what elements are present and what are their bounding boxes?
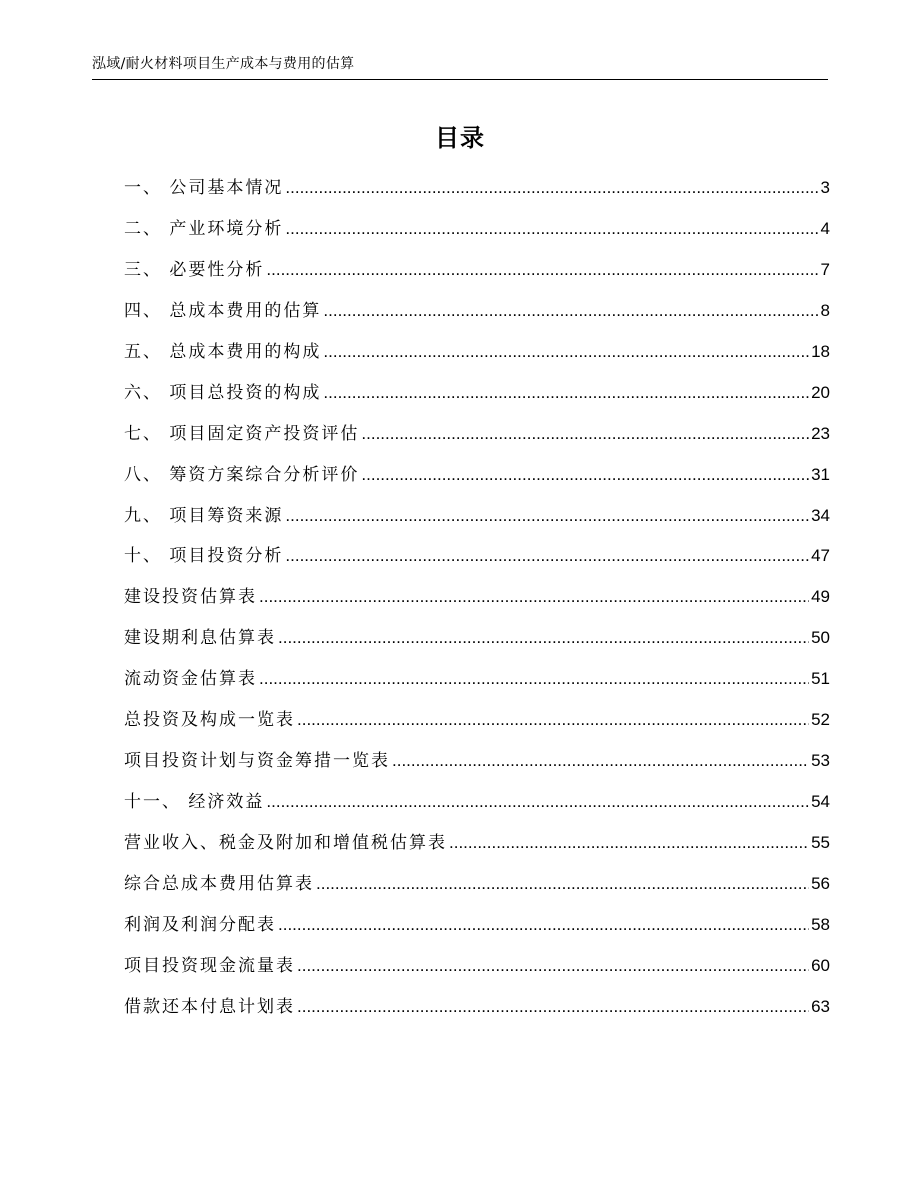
toc-entry-label: 九、 项目筹资来源 (124, 505, 284, 526)
table-of-contents (124, 173, 830, 1033)
toc-entry-label: 建设投资估算表 (124, 587, 257, 608)
toc-entry-page: 18 (811, 341, 830, 361)
toc-entry-page: 23 (811, 423, 830, 443)
toc-leader-dots (285, 546, 809, 566)
toc-entry-page: 60 (811, 955, 830, 975)
toc-leader-dots (361, 465, 809, 485)
toc-entry-label: 十一、 经济效益 (124, 792, 265, 813)
toc-entry-label: 三、 必要性分析 (124, 259, 265, 280)
toc-entry[interactable] (124, 337, 830, 378)
toc-entry[interactable] (124, 951, 830, 992)
toc-entry-page: 3 (820, 178, 830, 197)
toc-leader-dots (278, 915, 809, 935)
toc-leader-dots (266, 260, 818, 280)
toc-entry[interactable] (124, 173, 830, 214)
toc-entry-page: 31 (811, 464, 830, 484)
toc-entry[interactable] (124, 541, 830, 582)
toc-entry-label: 五、 总成本费用的构成 (124, 341, 322, 362)
toc-leader-dots (278, 628, 809, 648)
toc-entry-label: 六、 项目总投资的构成 (124, 382, 322, 403)
toc-leader-dots (316, 874, 809, 894)
toc-entry-page: 54 (811, 792, 830, 812)
toc-leader-dots (297, 710, 809, 730)
toc-entry-label: 七、 项目固定资产投资评估 (124, 423, 360, 444)
toc-entry-label: 利润及利润分配表 (124, 914, 276, 935)
toc-entry-page: 56 (811, 873, 830, 893)
toc-leader-dots (266, 792, 809, 812)
page-header (92, 50, 828, 80)
toc-entry[interactable] (124, 787, 830, 828)
toc-entry-label: 总投资及构成一览表 (124, 710, 295, 731)
toc-entry-label: 营业收入、税金及附加和增值税估算表 (124, 833, 447, 853)
toc-entry[interactable] (124, 419, 830, 460)
toc-entry-label: 综合总成本费用估算表 (124, 873, 314, 894)
toc-leader-dots (361, 424, 809, 444)
toc-leader-dots (323, 342, 809, 362)
toc-entry[interactable] (124, 869, 830, 910)
toc-entry[interactable] (124, 460, 830, 501)
page-header-text: 泓域/耐火材料项目生产成本与费用的估算 (92, 56, 355, 72)
toc-leader-dots (297, 956, 809, 976)
toc-entry-label: 八、 筹资方案综合分析评价 (124, 464, 360, 485)
toc-entry-label: 四、 总成本费用的估算 (124, 300, 322, 321)
toc-leader-dots (285, 506, 809, 526)
toc-entry-page: 49 (811, 587, 830, 607)
toc-entry[interactable] (124, 378, 830, 419)
toc-entry[interactable] (124, 623, 830, 664)
toc-title: 目录 (435, 124, 485, 152)
toc-entry-label: 一、 公司基本情况 (124, 178, 284, 198)
toc-entry-label: 借款还本付息计划表 (124, 996, 295, 1017)
toc-entry[interactable] (124, 582, 830, 623)
toc-entry-page: 63 (811, 996, 830, 1016)
toc-leader-dots (449, 833, 809, 853)
toc-entry-page: 58 (811, 914, 830, 934)
toc-entry-page: 7 (820, 259, 830, 279)
toc-entry[interactable] (124, 664, 830, 705)
toc-entry-page: 52 (811, 710, 830, 730)
toc-leader-dots (323, 383, 809, 403)
toc-entry-page: 4 (820, 218, 830, 238)
toc-entry[interactable] (124, 501, 830, 542)
toc-entry[interactable] (124, 214, 830, 255)
toc-entry-page: 34 (811, 505, 830, 525)
toc-entry-label: 建设期利息估算表 (124, 628, 276, 649)
toc-entry-page: 47 (811, 546, 830, 566)
toc-entry[interactable] (124, 746, 830, 787)
toc-leader-dots (323, 301, 818, 321)
toc-entry[interactable] (124, 992, 830, 1033)
toc-entry-label: 项目投资现金流量表 (124, 955, 295, 976)
toc-leader-dots (259, 669, 809, 689)
toc-entry-page: 50 (811, 628, 830, 648)
toc-entry[interactable] (124, 910, 830, 951)
toc-entry-label: 十、 项目投资分析 (124, 546, 284, 567)
toc-entry[interactable] (124, 705, 830, 746)
toc-entry-page: 53 (811, 751, 830, 771)
toc-leader-dots (297, 997, 809, 1017)
toc-entry-label: 二、 产业环境分析 (124, 218, 284, 239)
toc-entry-page: 51 (811, 669, 830, 689)
toc-entry-page: 20 (811, 382, 830, 402)
toc-entry-label: 项目投资计划与资金筹措一览表 (124, 751, 390, 772)
toc-entry-page: 8 (820, 300, 830, 320)
toc-entry-page: 55 (811, 833, 830, 852)
toc-leader-dots (392, 751, 809, 771)
toc-leader-dots (259, 587, 809, 607)
toc-leader-dots (285, 219, 818, 239)
toc-entry[interactable] (124, 255, 830, 296)
toc-entry-label: 流动资金估算表 (124, 669, 257, 690)
toc-entry[interactable] (124, 296, 830, 337)
toc-leader-dots (285, 178, 818, 198)
toc-entry[interactable] (124, 828, 830, 869)
